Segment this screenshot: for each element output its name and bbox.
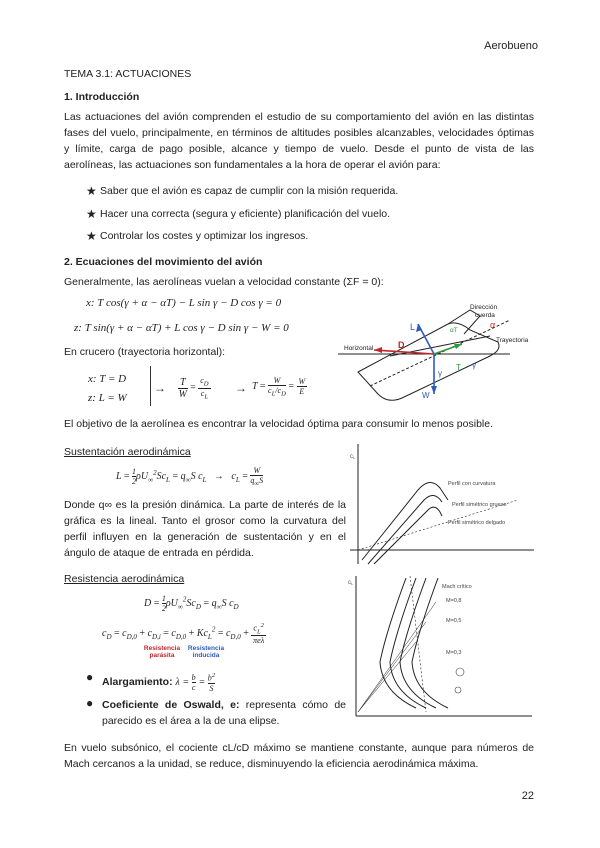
lift-formula: L = $\frac{1}{2}$ $\rho U_\infty^2Sc_L = q_\infty S$ $c_L \to c_L$ = $\frac{W}{q_\infty S}$	[116, 466, 264, 488]
drag-polar-graph	[346, 572, 536, 720]
graph-label: Mach crítico	[442, 584, 472, 590]
cruise-eq-x: x: T = D	[88, 373, 127, 385]
closing-paragraph: En vuelo subsónico, el cociente cL/cD máximo se mantiene constante, aunque para números de Mach cercanos a la unidad, se reduce, disminuyendo la eficiencia aerodinámica máxima.	[64, 742, 534, 770]
graph-y-label: cL	[350, 454, 356, 460]
ratio-t-w: $\frac{T}{W}$ = $\frac{c_D}{c_L}$	[178, 376, 209, 401]
arrow-icon: →	[235, 381, 247, 395]
label-induced: Resistencia inducida	[187, 645, 225, 659]
ecuaciones-intro: Generalmente, las aerolíneas vuelan a velocidad constante (ΣF = 0):	[64, 276, 384, 288]
drag-coefficient-formula: $c_D = c_{D,0} + c_{D,i} = c_{D,0} + Kc_L^2 = c_{D,0}$ + $c_L^2$ πeλ	[102, 622, 265, 646]
label-parasite: Resistencia parásita	[143, 645, 181, 659]
oswald-item: Coeficiente de Oswald, e: representa cómo de parecido es el área a la de una elipse.	[102, 699, 347, 727]
graph-label: Perfil simétrico delgado	[448, 520, 506, 526]
arrow-icon: →	[154, 381, 166, 395]
heading-ecuaciones: 2. Ecuaciones del movimiento del avión	[64, 256, 263, 268]
label-L: L	[410, 322, 416, 332]
cruise-eq-z: z: L = W	[88, 392, 127, 404]
heading-resistencia: Resistencia aerodinámica	[64, 573, 185, 585]
objective-paragraph: El objetivo de la aerolínea es encontrar la velocidad óptima para consumir lo menos posible.	[64, 418, 493, 430]
equation-z: z: T sin(γ + α − αT) + L cos γ − D sin γ − W = 0	[74, 322, 289, 334]
page-number: 22	[521, 790, 534, 802]
star-icon: ★	[86, 229, 97, 243]
section-title: TEMA 3.1: ACTUACIONES	[64, 68, 192, 80]
lift-paragraph: Donde q∞ es la presión dinámica. La parte de interés de la gráfica es la lineal. Tanto el grosor como la curvatura del perfil influyen en la generación de sustentación y en el ángulo de ataque de entrada en pérdida.	[64, 499, 346, 559]
equation-x: x: T cos(γ + α − αT) − L sin γ − D cos γ = 0	[86, 297, 282, 309]
bracket-divider	[150, 366, 151, 406]
graph-label: M=0,8	[446, 598, 462, 604]
label-direction: Dirección	[470, 304, 498, 311]
heading-introduccion: 1. Introducción	[64, 91, 140, 103]
graph-y-label: cL	[348, 580, 354, 586]
thrust-formula: T = $\frac{W}{c_L/c_D}$ = $\frac{W}{E}$	[252, 376, 306, 398]
label-alpha: α	[490, 320, 496, 330]
aspect-ratio-item: Alargamiento: λ = $\frac{b}{c}$ = $\frac{b^2}{S}$	[102, 672, 216, 693]
page-header: Aerobueno	[484, 40, 538, 52]
graph-label: Perfil simétrico grueso	[452, 502, 507, 508]
lift-graph	[348, 440, 538, 570]
label-trajectory: Trayectoria	[496, 337, 529, 344]
label-chord: cuerda	[475, 312, 495, 319]
label-alphaT: αT	[450, 327, 458, 334]
label-W: W	[422, 391, 430, 400]
star-icon: ★	[86, 207, 97, 221]
intro-paragraph: Las actuaciones del avión comprenden el estudio de su comportamiento del avión en las distintas fases del vuelo, principalmente, en términos de altitudes posibles alcanzables, velocidades óptimas y límite, carga de pago posible, alcance y tiempo de vuelo. Desde el punto de vista de las aerolíneas, las actuaciones son fundamentales a la hora de operar el avión para:	[64, 111, 534, 171]
star-icon: ★	[86, 184, 97, 198]
forces-diagram	[330, 290, 540, 410]
graph-label: M=0,5	[446, 618, 462, 624]
bullet-dot-icon: ●	[86, 670, 94, 684]
cruise-text: En crucero (trayectoria horizontal):	[64, 346, 226, 358]
label-T: T	[456, 363, 461, 372]
label-gamma-2: γ	[438, 369, 442, 378]
label-D: D	[398, 340, 405, 350]
graph-label: Perfil con curvatura	[448, 481, 496, 487]
graph-label: M=0,3	[446, 650, 462, 656]
label-gamma: γ	[472, 361, 476, 370]
heading-sustentacion: Sustentación aerodinámica	[64, 446, 191, 458]
drag-formula: D = $\frac{1}{2}$ $\rho U_\infty^2Sc_D = q_\infty S$ $c_D$	[144, 594, 239, 613]
label-horizontal: Horizontal	[344, 345, 374, 352]
bullet-dot-icon: ●	[86, 696, 94, 710]
